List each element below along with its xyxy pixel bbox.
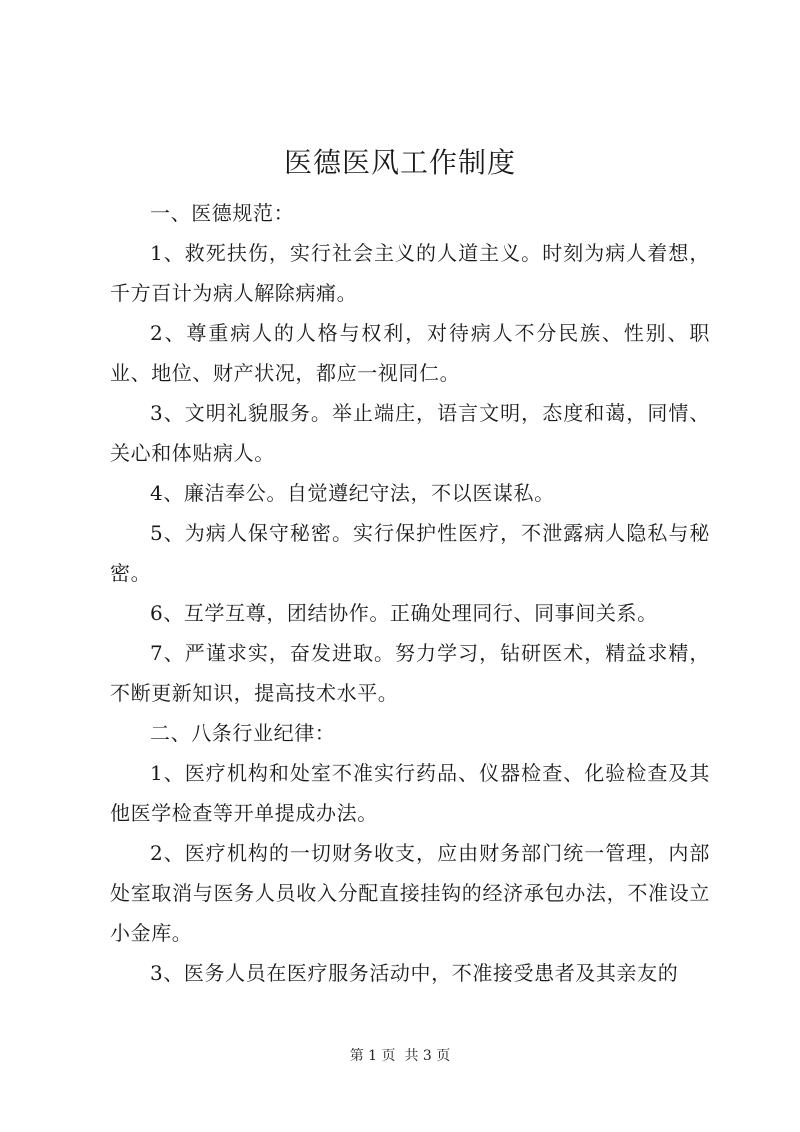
paragraph: 4、廉洁奉公。自觉遵纪守法，不以医谋私。 — [150, 481, 555, 505]
paragraph: 2、医疗机构的一切财务收支，应由财务部门统一管理，内部处室取消与医务人员收入分配直接挂钩的经济承包办法，不准设立小金库。 — [110, 841, 710, 945]
paragraph: 7、严谨求实，奋发进取。努力学习，钻研医术，精益求精，不断更新知识，提高技术水平。 — [110, 641, 710, 705]
paragraph: 3、文明礼貌服务。举止端庄，语言文明，态度和蔼，同情、关心和体贴病人。 — [110, 401, 710, 465]
paragraph: 2、尊重病人的人格与权利，对待病人不分民族、性别、职业、地位、财产状况，都应一视同仁。 — [110, 321, 710, 385]
document-body — [110, 193, 710, 993]
page-footer — [0, 1046, 800, 1066]
document-title: 医德医风工作制度 — [283, 146, 516, 179]
paragraph: 5、为病人保守秘密。实行保护性医疗，不泄露病人隐私与秘密。 — [110, 521, 710, 585]
section-heading-1: 一、医德规范： — [150, 201, 295, 225]
section-heading-2: 二、八条行业纪律： — [150, 721, 336, 745]
page-number: 第 1 页 共 3 页 — [349, 1048, 451, 1064]
paragraph: 1、医疗机构和处室不准实行药品、仪器检查、化验检查及其他医学检查等开单提成办法。 — [110, 761, 710, 825]
paragraph: 6、互学互尊，团结协作。正确处理同行、同事间关系。 — [150, 601, 658, 625]
paragraph: 1、救死扶伤，实行社会主义的人道主义。时刻为病人着想，千方百计为病人解除病痛。 — [110, 241, 710, 305]
paragraph: 3、医务人员在医疗服务活动中，不准接受患者及其亲友的 — [150, 961, 679, 985]
